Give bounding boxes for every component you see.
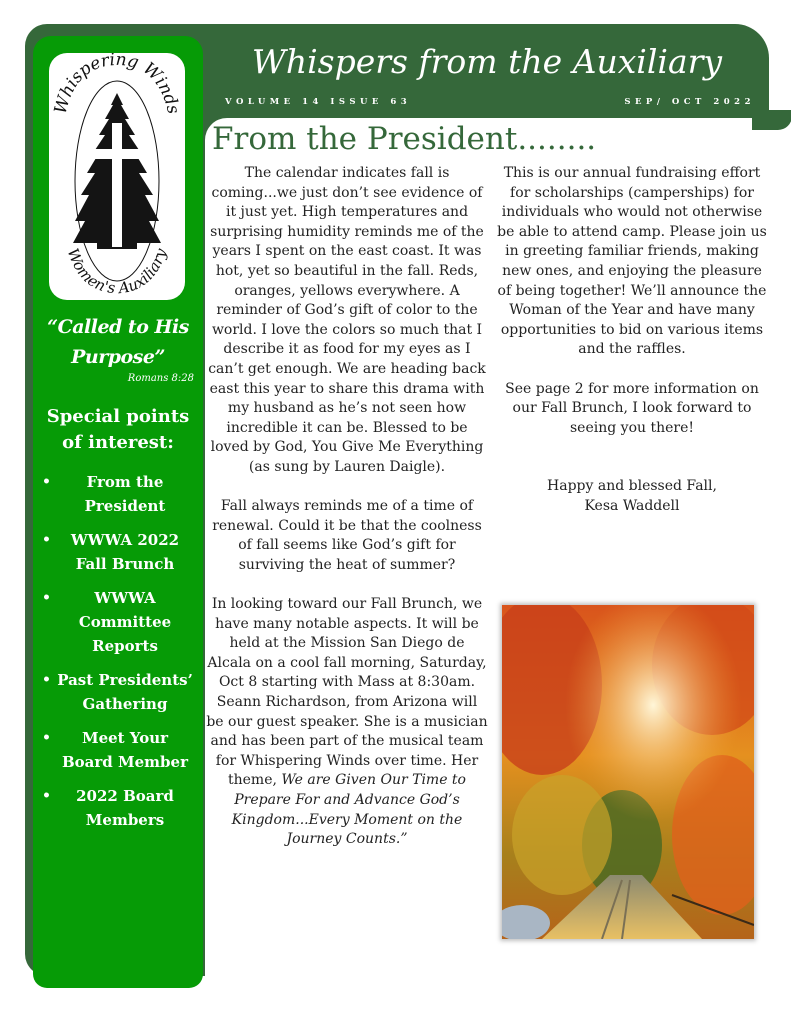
article-column-left: [206, 164, 488, 869]
svg-text:Whispering Winds: Whispering Winds: [50, 53, 184, 117]
special-point-label: Past Presidents’ Gathering: [57, 671, 193, 713]
header-tab-corner: [752, 110, 791, 130]
paragraph: See page 2 for more information on our Fall Brunch, I look forward to seeing you there!: [505, 380, 759, 436]
bullet-icon: •: [42, 474, 51, 490]
bullet-icon: •: [42, 532, 51, 548]
special-points-list: [36, 470, 200, 842]
bullet-icon: •: [42, 788, 51, 804]
paragraph: Fall always reminds me of a time of renewal. Could it be that the coolness of fall seems like God’s gift for surviving the heat of summer?: [212, 498, 482, 573]
special-point-label: WWWA Committee Reports: [78, 589, 172, 655]
bullet-icon: •: [42, 672, 51, 688]
special-point-item[interactable]: [36, 668, 200, 716]
paragraph: This is our annual fundraising effort for scholarships (camperships) for individuals who would not otherwise be able to attend camp. Please join us in greeting familiar friends, making new ones, and enjoying the pleasure of being together! We’ll announce the Woman of the Year and have many opportunities to bid on various items and the raffles.: [497, 165, 767, 358]
special-point-item[interactable]: [36, 726, 200, 774]
special-point-item[interactable]: [36, 470, 200, 518]
special-point-item[interactable]: [36, 528, 200, 576]
paragraph-text: In looking toward our Fall Brunch, we have many notable aspects. It will be held at the Mission San Diego de Alcala on a cool fall morning, Saturday, Oct 8 starting with Mass at 8:30am. Seann Richardson, from Arizona will be our guest speaker. She is a musician and has been part of the musical team for Whispering Winds over time. Her theme,: [206, 596, 488, 789]
newsletter-title: Whispers from the Auxiliary: [251, 42, 723, 81]
pine-tree-cross-icon: [49, 53, 185, 300]
special-point-label: WWWA 2022 Fall Brunch: [70, 531, 180, 573]
closing-line: Happy and blessed Fall,: [547, 478, 717, 495]
paragraph: The calendar indicates fall is coming...we just don’t see evidence of it just yet. High temperatures and surprising humidity reminds me of the years I spent on the east coast. It was hot, yet so beautiful in the fall. Reds, oranges, yellows everywhere. A reminder of God’s gift of color to the world. I love the colors so much that I describe it as food for my eyes as I can’t get enough. We are heading back east this year to share this drama with my husband as he’s not seen how incredible it can be. Blessed to be loved by God, You Give Me Everything (as sung by Lauren Daigle).: [208, 165, 486, 475]
special-point-label: From the President: [84, 473, 166, 515]
signature: Kesa Waddell: [584, 497, 680, 514]
paragraph: [206, 595, 488, 850]
article-column-right: [494, 164, 770, 536]
motto-reference: Romans 8:28: [127, 373, 194, 384]
svg-text:Women's Auxiliary: Women's Auxiliary: [63, 245, 171, 298]
special-point-label: 2022 Board Members: [76, 787, 174, 829]
speaker-theme: We are Given Our Time to Prepare For and Advance God’s Kingdom...Every Moment on the Journey Counts.”: [231, 772, 466, 848]
special-point-item[interactable]: [36, 784, 200, 832]
special-points-title: Special points of interest:: [46, 406, 190, 453]
special-point-item[interactable]: [36, 586, 200, 658]
bullet-icon: •: [42, 730, 51, 746]
motto-quote: “Called to His Purpose”: [47, 316, 189, 368]
article-heading: From the President........: [212, 121, 597, 157]
organization-logo: [49, 53, 185, 300]
special-point-label: Meet Your Board Member: [62, 729, 188, 771]
autumn-road-image: [502, 605, 754, 939]
volume-issue: VOLUME 14 ISSUE 63: [225, 97, 412, 107]
sidebar-content: [36, 312, 200, 842]
issue-date: SEP/ OCT 2022: [624, 97, 755, 107]
bullet-icon: •: [42, 590, 51, 606]
